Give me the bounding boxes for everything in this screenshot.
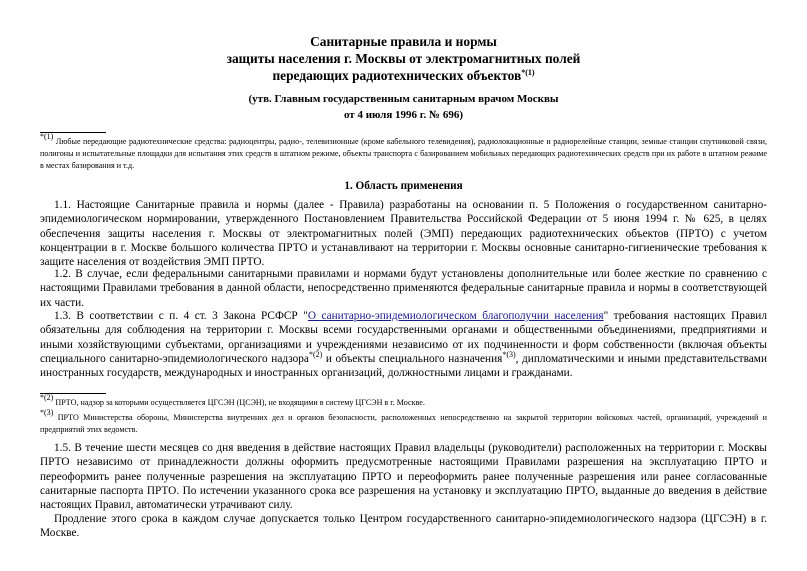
footnote-3-reference[interactable]: *(3) — [502, 349, 516, 359]
footnote-1 — [40, 132, 767, 172]
approval-note — [40, 91, 767, 123]
footnote-1-mark: *(1) — [40, 132, 54, 141]
footnote-2-text: ПРТО, надзор за которыми осуществляется ЦГСЭН (ЦСЭН), не входящими в систему ЦГСЭН в г. Москве. — [53, 398, 425, 407]
title-line-3-text: передающих радиотехнических объектов — [272, 68, 522, 83]
approval-line-2: от 4 июля 1996 г. № 696) — [343, 109, 464, 121]
title-line-1: Санитарные правила и нормы — [310, 34, 497, 49]
paragraph-1-2: 1.2. В случае, если федеральными санитарными правилами и нормами будут установлены дополнительные или более жесткие по сравнению с настоящими Правилами требования в данной области, непосредственно применяются федеральные санитарные правила и нормы в соответствующей их части. — [40, 268, 767, 309]
document-title — [40, 33, 767, 84]
paragraph-1-5-continuation: Продление этого срока в каждом случае допускается только Центром государственного санитарно-эпидемиологического надзора (ЦГСЭН) в г. Москве. — [40, 513, 767, 540]
paragraph-1-3 — [40, 309, 767, 380]
section-1-heading: 1. Область применения — [344, 180, 463, 192]
title-line-2: защиты населения г. Москвы от электромагнитных полей — [226, 51, 581, 66]
footnote-2-reference[interactable]: *(2) — [308, 349, 323, 359]
paragraph-1-1: 1.1. Настоящие Санитарные правила и нормы (далее - Правила) разработаны на основании п. 5 Положения о государственном санитарно-эпидемиологическом нормировании, утвержденного Постановлением Правительства Российской Федерации от 5 июня 1994 г. № 625, в целях обеспечения защиты населения г. Москвы от электромагнитных полей (ЭМП) передающих радиотехнических объектов (ПРТО) с учетом концентрации в г. Москве большого количества ПРТО и устанавливают на территории г. Москвы основные санитарно-гигиенические требования к защите населения от воздействия ЭМП ПРТО. — [40, 199, 767, 269]
paragraph-1-3-start: 1.3. В соответствии с п. 4 ст. 3 Закона РСФСР " — [54, 310, 308, 322]
footnote-3 — [40, 408, 767, 436]
footnote-1-reference[interactable]: *(1) — [521, 68, 535, 77]
paragraph-1-5: 1.5. В течение шести месяцев со дня введения в действие настоящих Правил владельцы (руководители) расположенных на территории г. Москвы ПРТО независимо от принадлежности должны оформить предусмотренные настоящими Правилами разрешения на эксплуатацию ПРТО и переоформить ранее полученные разрешения на эксплуатацию ПРТО и переоформить ранее полученные разрешения или ранее согласованные санитарные паспорта ПРТО. По истечении указанного срока все разрешения на установку и эксплуатацию ПРТО, выданные до введения в действие настоящих Правил, автоматически утрачивают силу. — [40, 442, 767, 512]
footnote-2-mark: *(2) — [40, 393, 54, 402]
approval-line-1: (утв. Главным государственным санитарным врачом Москвы — [248, 93, 559, 105]
footnote-1-text: Любые передающие радиотехнические средства: радиоцентры, радио-, телевизионные (кроме кабельного телевидения), радиолокационные и радиорелейные станции, земные станции спутниковой связи, полигоны и испытательные площадки для испытания этих средств в штатном режиме, объекты транспорта с базированием мобильных передающих радиотехнических средств при их работе в штатном режиме в местах базирования и т.д. — [40, 137, 767, 170]
paragraph-1-3-body: " требования настоящих Правил обязательны для соблюдения на территории г. Москвы всеми государственными органами и общественными объединениями, предприятиями и иными хозяйствующими субъектами, организациями и учреждениями независимо от их подчиненности и форм собственности (включая объекты специального санитарно-эпидемиологического надзора — [40, 310, 767, 365]
footnote-3-mark: *(3) — [40, 408, 54, 417]
paragraph-1-3-end: , дипломатическими и иными представительствами иностранных государств, международных и иностранных организаций, должностными лицами и гражданами. — [40, 352, 767, 380]
title-line-3 — [40, 67, 767, 84]
footnote-2 — [40, 393, 767, 409]
footnote-3-text: ПРТО Министерства обороны, Министерства внутренних дел и органов безопасности, расположенных непосредственно на закрытой территории войсковых частей, организаций, учреждений и предприятий этих ведомств. — [40, 413, 767, 434]
sanitary-law-link[interactable]: О санитарно-эпидемиологическом благополучии населения — [307, 310, 604, 322]
paragraph-1-3-middle: и объекты специального назначения — [322, 352, 503, 365]
